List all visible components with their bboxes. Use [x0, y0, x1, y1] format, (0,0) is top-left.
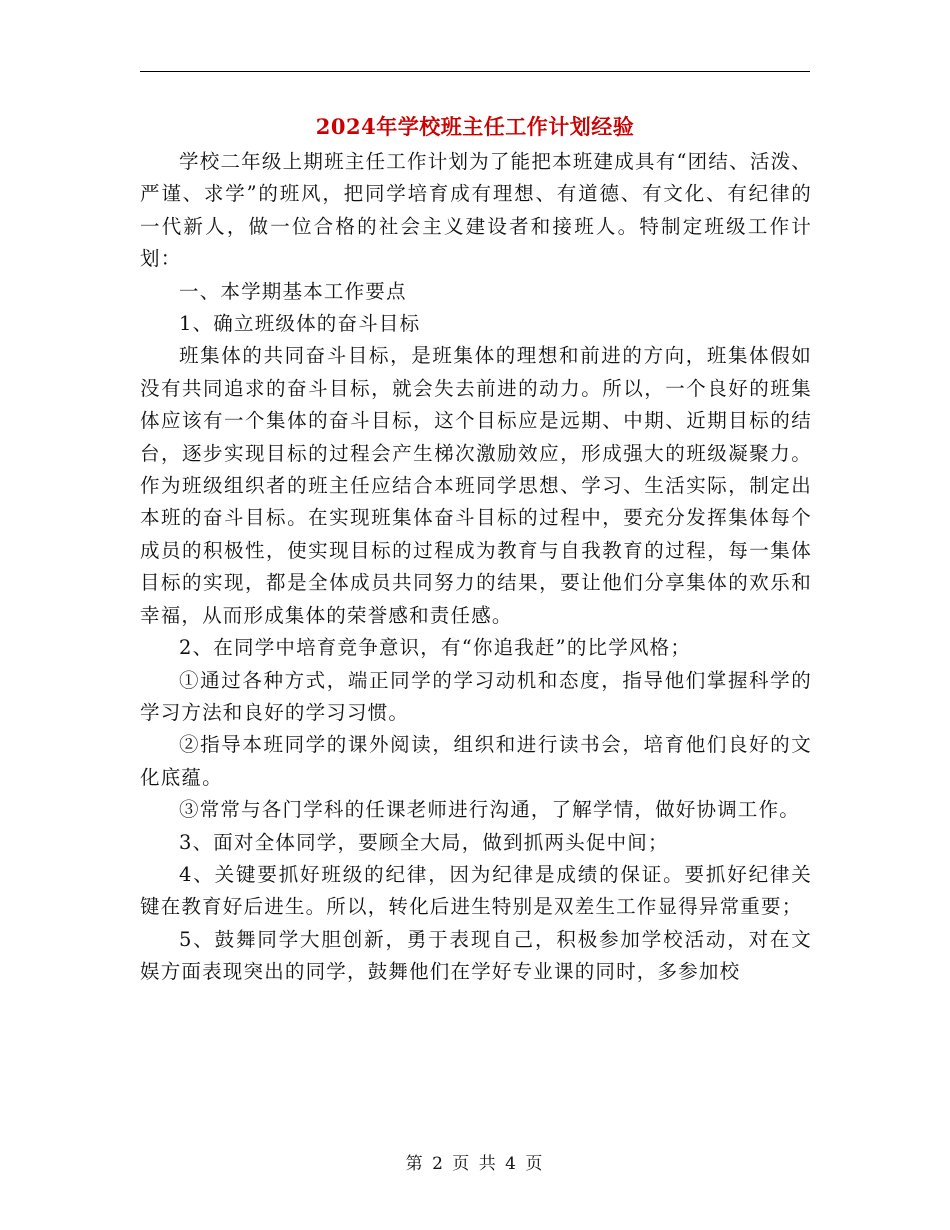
list-item-1: ①通过各种方式，端正同学的学习动机和态度，指导他们掌握科学的学习方法和良好的学习习惯。	[140, 668, 812, 724]
section-heading-1: 一、本学期基本工作要点	[179, 279, 407, 303]
document-title: 2024年学校班主任工作计划经验	[315, 114, 635, 139]
subheading-2: 2、在同学中培育竞争意识，有“你追我赶”的比学风格；	[179, 636, 692, 660]
header-rule	[140, 71, 810, 72]
paragraph-innovation: 5、鼓舞同学大胆创新，勇于表现自己，积极参加学校活动，对在文娱方面表现突出的同学，鼓舞他们在学好专业课的同时，多参加校	[140, 927, 812, 984]
paragraph-discipline: 4、关键要抓好班级的纪律，因为纪律是成绩的保证。要抓好纪律关键在教育好后进生。所以，转化后进生特别是双差生工作显得异常重要；	[140, 862, 812, 919]
page-number: 第 2 页 共 4 页	[405, 1154, 545, 1174]
list-item-3: ③常常与各门学科的任课老师进行沟通，了解学情，做好协调工作。	[179, 798, 801, 822]
paragraph-intro: 学校二年级上期班主任工作计划为了能把本班建成具有“团结、活泼、严谨、求学”的班风，把同学培育成有理想、有道德、有文化、有纪律的一代新人，做一位合格的社会主义建设者和接班人。特制定班级工作计划：	[140, 150, 812, 271]
list-item-2: ②指导本班同学的课外阅读，组织和进行读书会，培育他们良好的文化底蕴。	[140, 733, 812, 789]
subheading-3: 3、面对全体同学，要顾全大局，做到抓两头促中间；	[179, 830, 669, 854]
paragraph-goal: 班集体的共同奋斗目标，是班集体的理想和前进的方向，班集体假如没有共同追求的奋斗目标，就会失去前进的动力。所以，一个良好的班集体应该有一个集体的奋斗目标，这个目标应是远期、中期、近期目标的结台，逐步实现目标的过程会产生梯次激励效应，形成强大的班级凝聚力。作为班级组织者的班主任应结合本班同学思想、学习、生活实际，制定出本班的奋斗目标。在实现班集体奋斗目标的过程中，要充分发挥集体每个成员的积极性，使实现目标的过程成为教育与自我教育的过程，每一集体目标的实现，都是全体成员共同努力的结果，要让他们分享集体的欢乐和幸福，从而形成集体的荣誉感和责任感。	[140, 344, 812, 627]
subheading-1: 1、确立班级体的奋斗目标	[179, 312, 421, 336]
document-body	[140, 146, 812, 989]
